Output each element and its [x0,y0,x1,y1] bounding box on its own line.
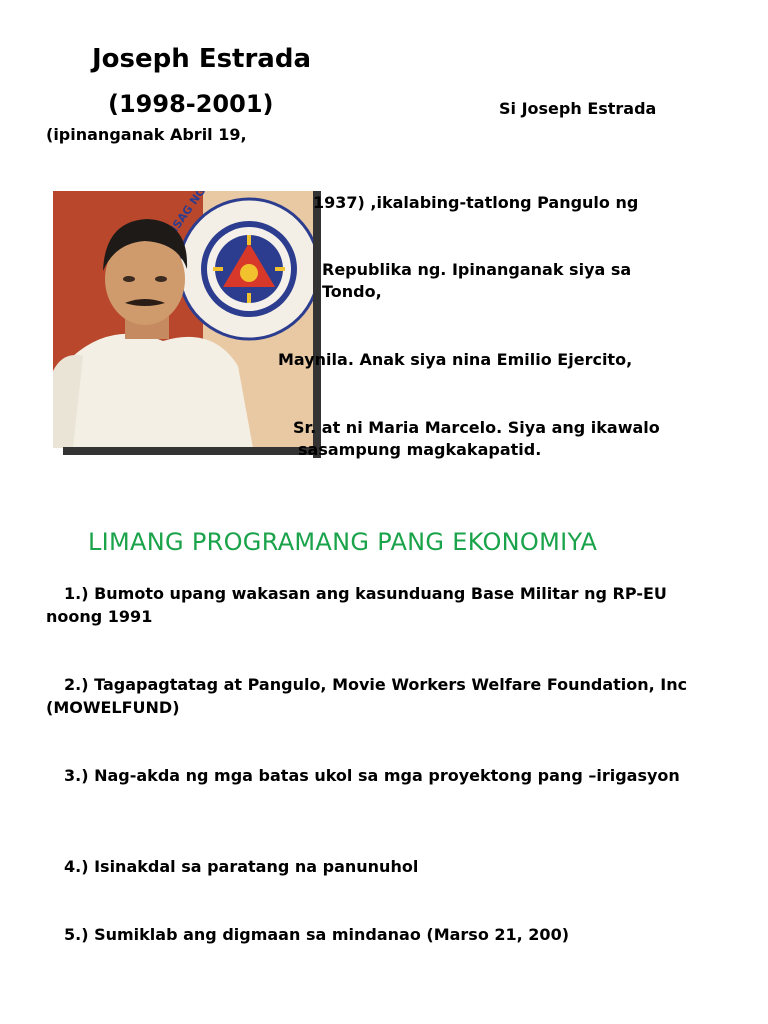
term-years: (1998-2001) [108,90,274,118]
president-photo [53,191,315,448]
list-item: 5.) Sumiklab ang digmaan sa mindanao (Marso 21, 200) [64,925,570,944]
bio-line: sasampung magkakapatid. [298,440,542,459]
list-item: 2.) Tagapagtatag at Pangulo, Movie Workers Welfare Foundation, Inc (MOWELFUND) [46,675,688,717]
page-title: Joseph Estrada [92,44,312,74]
intro-right-text: Si Joseph Estrada [499,99,657,118]
list-item: 3.) Nag-akda ng mga batas ukol sa mga proyektong pang –irigasyon [64,766,680,785]
presidential-seal-icon [179,199,315,339]
intro-left-text: (ipinanganak Abril 19, [46,125,247,144]
bio-line: 1937) ,ikalabing-tatlong Pangulo ng [313,193,639,212]
image-frame-bottom [63,447,321,455]
bio-line: Tondo, [322,282,382,301]
bio-line: Maynila. Anak siya nina Emilio Ejercito, [278,350,633,369]
list-item: 4.) Isinakdal sa paratang na panunuhol [64,857,419,876]
bio-line: Republika ng. Ipinanganak siya sa [322,260,632,279]
list-item: 1.) Bumoto upang wakasan ang kasunduang Base Militar ng RP-EU noong 1991 [46,584,667,626]
section-heading: LIMANG PROGRAMANG PANG EKONOMIYA [88,528,598,556]
bio-line: Sr. at ni Maria Marcelo. Siya ang ikawalo [293,418,660,437]
seal-lettering: NG [187,191,209,208]
portrait-illustration [53,191,315,448]
